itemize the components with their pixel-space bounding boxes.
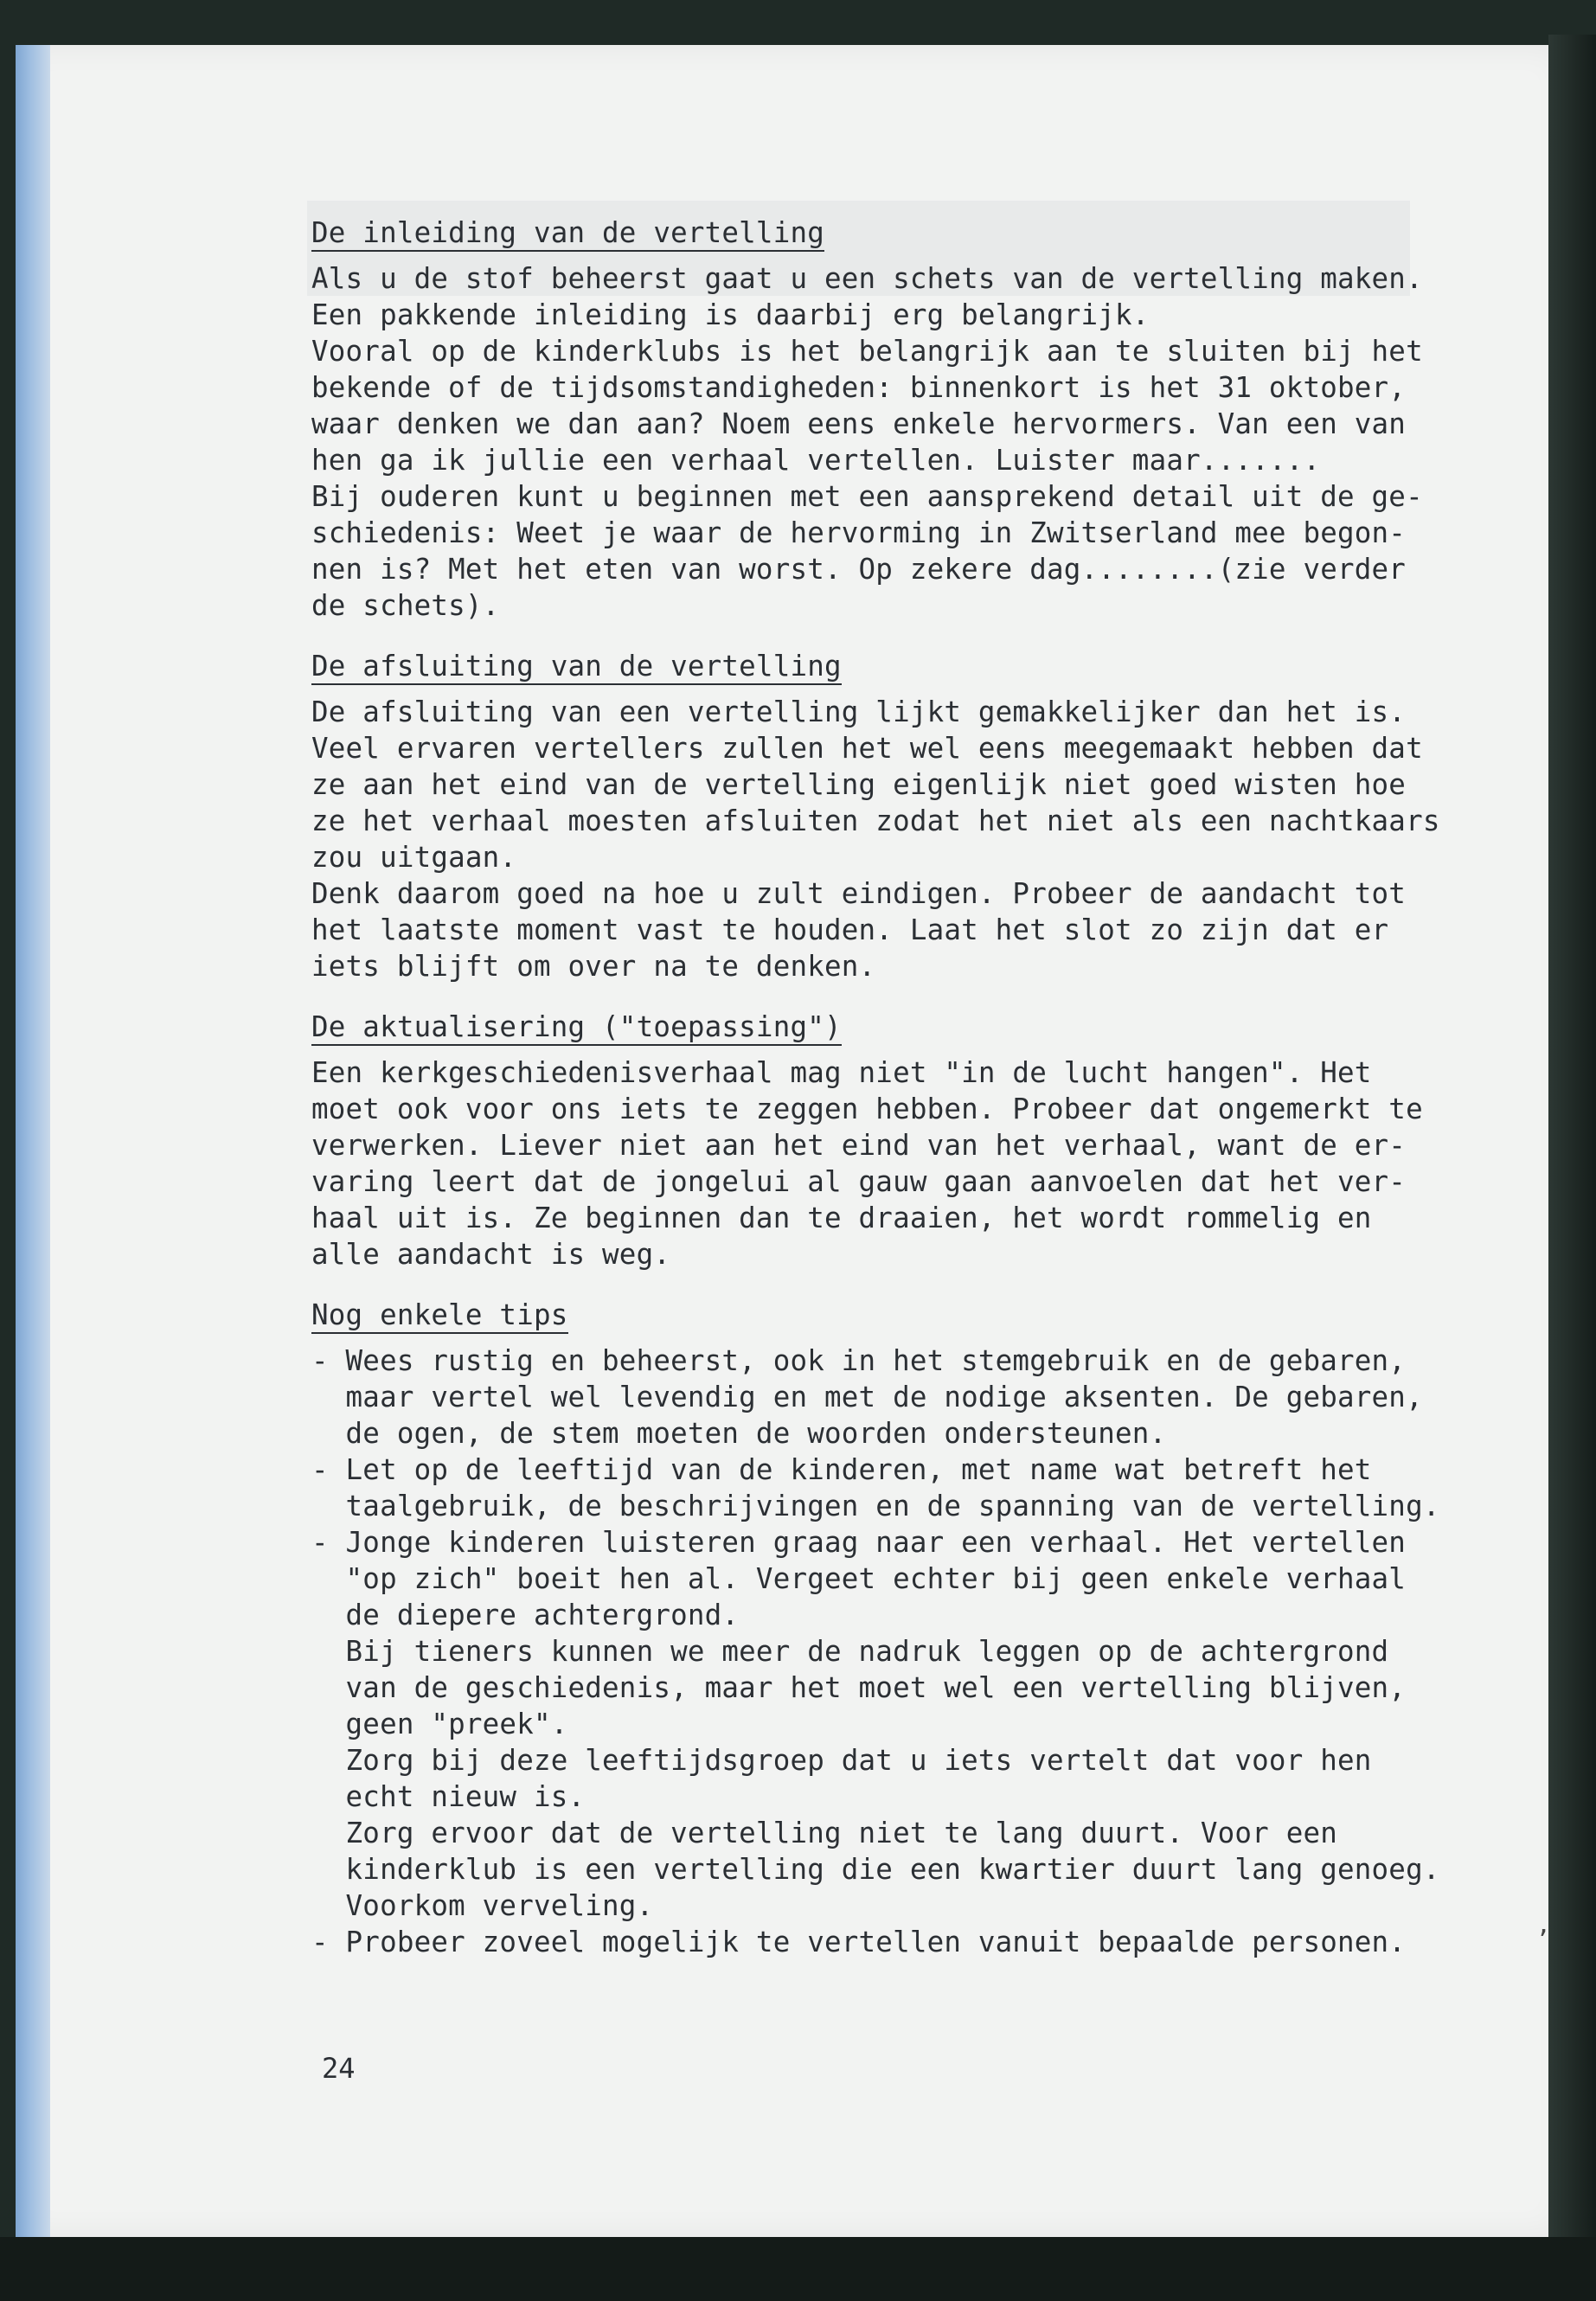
section-heading: De afsluiting van de vertelling bbox=[311, 649, 842, 685]
text-line: het laatste moment vast te houden. Laat het slot zo zijn dat er bbox=[311, 913, 1389, 946]
list-item: - Let op de leeftijd van de kinderen, met name wat betreft het bbox=[311, 1453, 1372, 1486]
text-line: moet ook voor ons iets te zeggen hebben. Probeer dat ongemerkt te bbox=[311, 1093, 1423, 1125]
section-tips bbox=[311, 1297, 1522, 1960]
list-item: "op zich" boeit hen al. Vergeet echter bij geen enkele verhaal bbox=[311, 1562, 1407, 1595]
text-line: haal uit is. Ze beginnen dan te draaien, het wordt rommelig en bbox=[311, 1202, 1372, 1234]
text-line: nen is? Met het eten van worst. Op zekere dag........(zie verder bbox=[311, 553, 1407, 586]
section-inleiding bbox=[311, 215, 1522, 624]
text-line: iets blijft om over na te denken. bbox=[311, 950, 876, 983]
list-item: - Jonge kinderen luisteren graag naar een verhaal. Het vertellen bbox=[311, 1526, 1407, 1559]
stray-mark: , bbox=[1536, 1910, 1551, 1939]
text-line: de schets). bbox=[311, 589, 500, 622]
text-line: Denk daarom goed na hoe u zult eindigen. Probeer de aandacht tot bbox=[311, 877, 1407, 910]
book-edge-bottom bbox=[0, 2237, 1596, 2301]
list-item: kinderklub is een vertelling die een kwartier duurt lang genoeg. bbox=[311, 1853, 1440, 1886]
section-heading: Nog enkele tips bbox=[311, 1298, 568, 1334]
list-item: de diepere achtergrond. bbox=[311, 1599, 740, 1631]
list-item: - Probeer zoveel mogelijk te vertellen vanuit bepaalde personen. bbox=[311, 1926, 1407, 1958]
binding-strip bbox=[16, 45, 50, 2237]
list-item: geen "preek". bbox=[311, 1708, 568, 1740]
text-line: Een kerkgeschiedenisverhaal mag niet "in de lucht hangen". Het bbox=[311, 1056, 1372, 1089]
page-number: 24 bbox=[322, 2052, 356, 2085]
list-item: - Wees rustig en beheerst, ook in het stemgebruik en de gebaren, bbox=[311, 1344, 1407, 1377]
document-body bbox=[311, 215, 1522, 1984]
section-body bbox=[311, 694, 1522, 984]
tips-list bbox=[311, 1343, 1522, 1960]
text-line: varing leert dat de jongelui al gauw gaan aanvoelen dat het ver- bbox=[311, 1165, 1407, 1198]
text-line: verwerken. Liever niet aan het eind van het verhaal, want de er- bbox=[311, 1129, 1407, 1162]
list-item: taalgebruik, de beschrijvingen en de spanning van de vertelling. bbox=[311, 1490, 1440, 1522]
text-line: Als u de stof beheerst gaat u een schets van de vertelling maken. bbox=[311, 262, 1423, 295]
text-line: ze het verhaal moesten afsluiten zodat het niet als een nachtkaars bbox=[311, 804, 1440, 837]
text-line: schiedenis: Weet je waar de hervorming in Zwitserland mee begon- bbox=[311, 516, 1407, 549]
section-body bbox=[311, 1054, 1522, 1272]
list-item: maar vertel wel levendig en met de nodige aksenten. De gebaren, bbox=[311, 1381, 1423, 1413]
text-line: De afsluiting van een vertelling lijkt gemakkelijker dan het is. bbox=[311, 695, 1407, 728]
text-line: zou uitgaan. bbox=[311, 841, 517, 874]
text-line: hen ga ik jullie een verhaal vertellen. Luister maar....... bbox=[311, 444, 1321, 477]
list-item: Voorkom verveling. bbox=[311, 1889, 654, 1922]
text-line: Bij ouderen kunt u beginnen met een aansprekend detail uit de ge- bbox=[311, 480, 1423, 513]
text-line: Veel ervaren vertellers zullen het wel eens meegemaakt hebben dat bbox=[311, 732, 1423, 765]
book-edge-right bbox=[1548, 35, 1596, 2258]
section-body bbox=[311, 260, 1522, 624]
list-item: Bij tieners kunnen we meer de nadruk leggen op de achtergrond bbox=[311, 1635, 1389, 1668]
section-afsluiting bbox=[311, 648, 1522, 984]
text-line: Vooral op de kinderklubs is het belangrijk aan te sluiten bij het bbox=[311, 335, 1423, 368]
section-heading: De aktualisering ("toepassing") bbox=[311, 1009, 842, 1046]
text-line: bekende of de tijdsomstandigheden: binnenkort is het 31 oktober, bbox=[311, 371, 1407, 404]
list-item: de ogen, de stem moeten de woorden ondersteunen. bbox=[311, 1417, 1167, 1450]
text-line: ze aan het eind van de vertelling eigenlijk niet goed wisten hoe bbox=[311, 768, 1407, 801]
list-item: Zorg ervoor dat de vertelling niet te lang duurt. Voor een bbox=[311, 1817, 1337, 1849]
list-item: echt nieuw is. bbox=[311, 1780, 586, 1813]
text-line: Een pakkende inleiding is daarbij erg belangrijk. bbox=[311, 298, 1150, 331]
list-item: Zorg bij deze leeftijdsgroep dat u iets vertelt dat voor hen bbox=[311, 1744, 1372, 1777]
section-aktualisering bbox=[311, 1009, 1522, 1272]
section-heading: De inleiding van de vertelling bbox=[311, 215, 824, 252]
text-line: waar denken we dan aan? Noem eens enkele hervormers. Van een van bbox=[311, 407, 1407, 440]
text-line: alle aandacht is weg. bbox=[311, 1238, 671, 1271]
list-item: van de geschiedenis, maar het moet wel een vertelling blijven, bbox=[311, 1671, 1407, 1704]
